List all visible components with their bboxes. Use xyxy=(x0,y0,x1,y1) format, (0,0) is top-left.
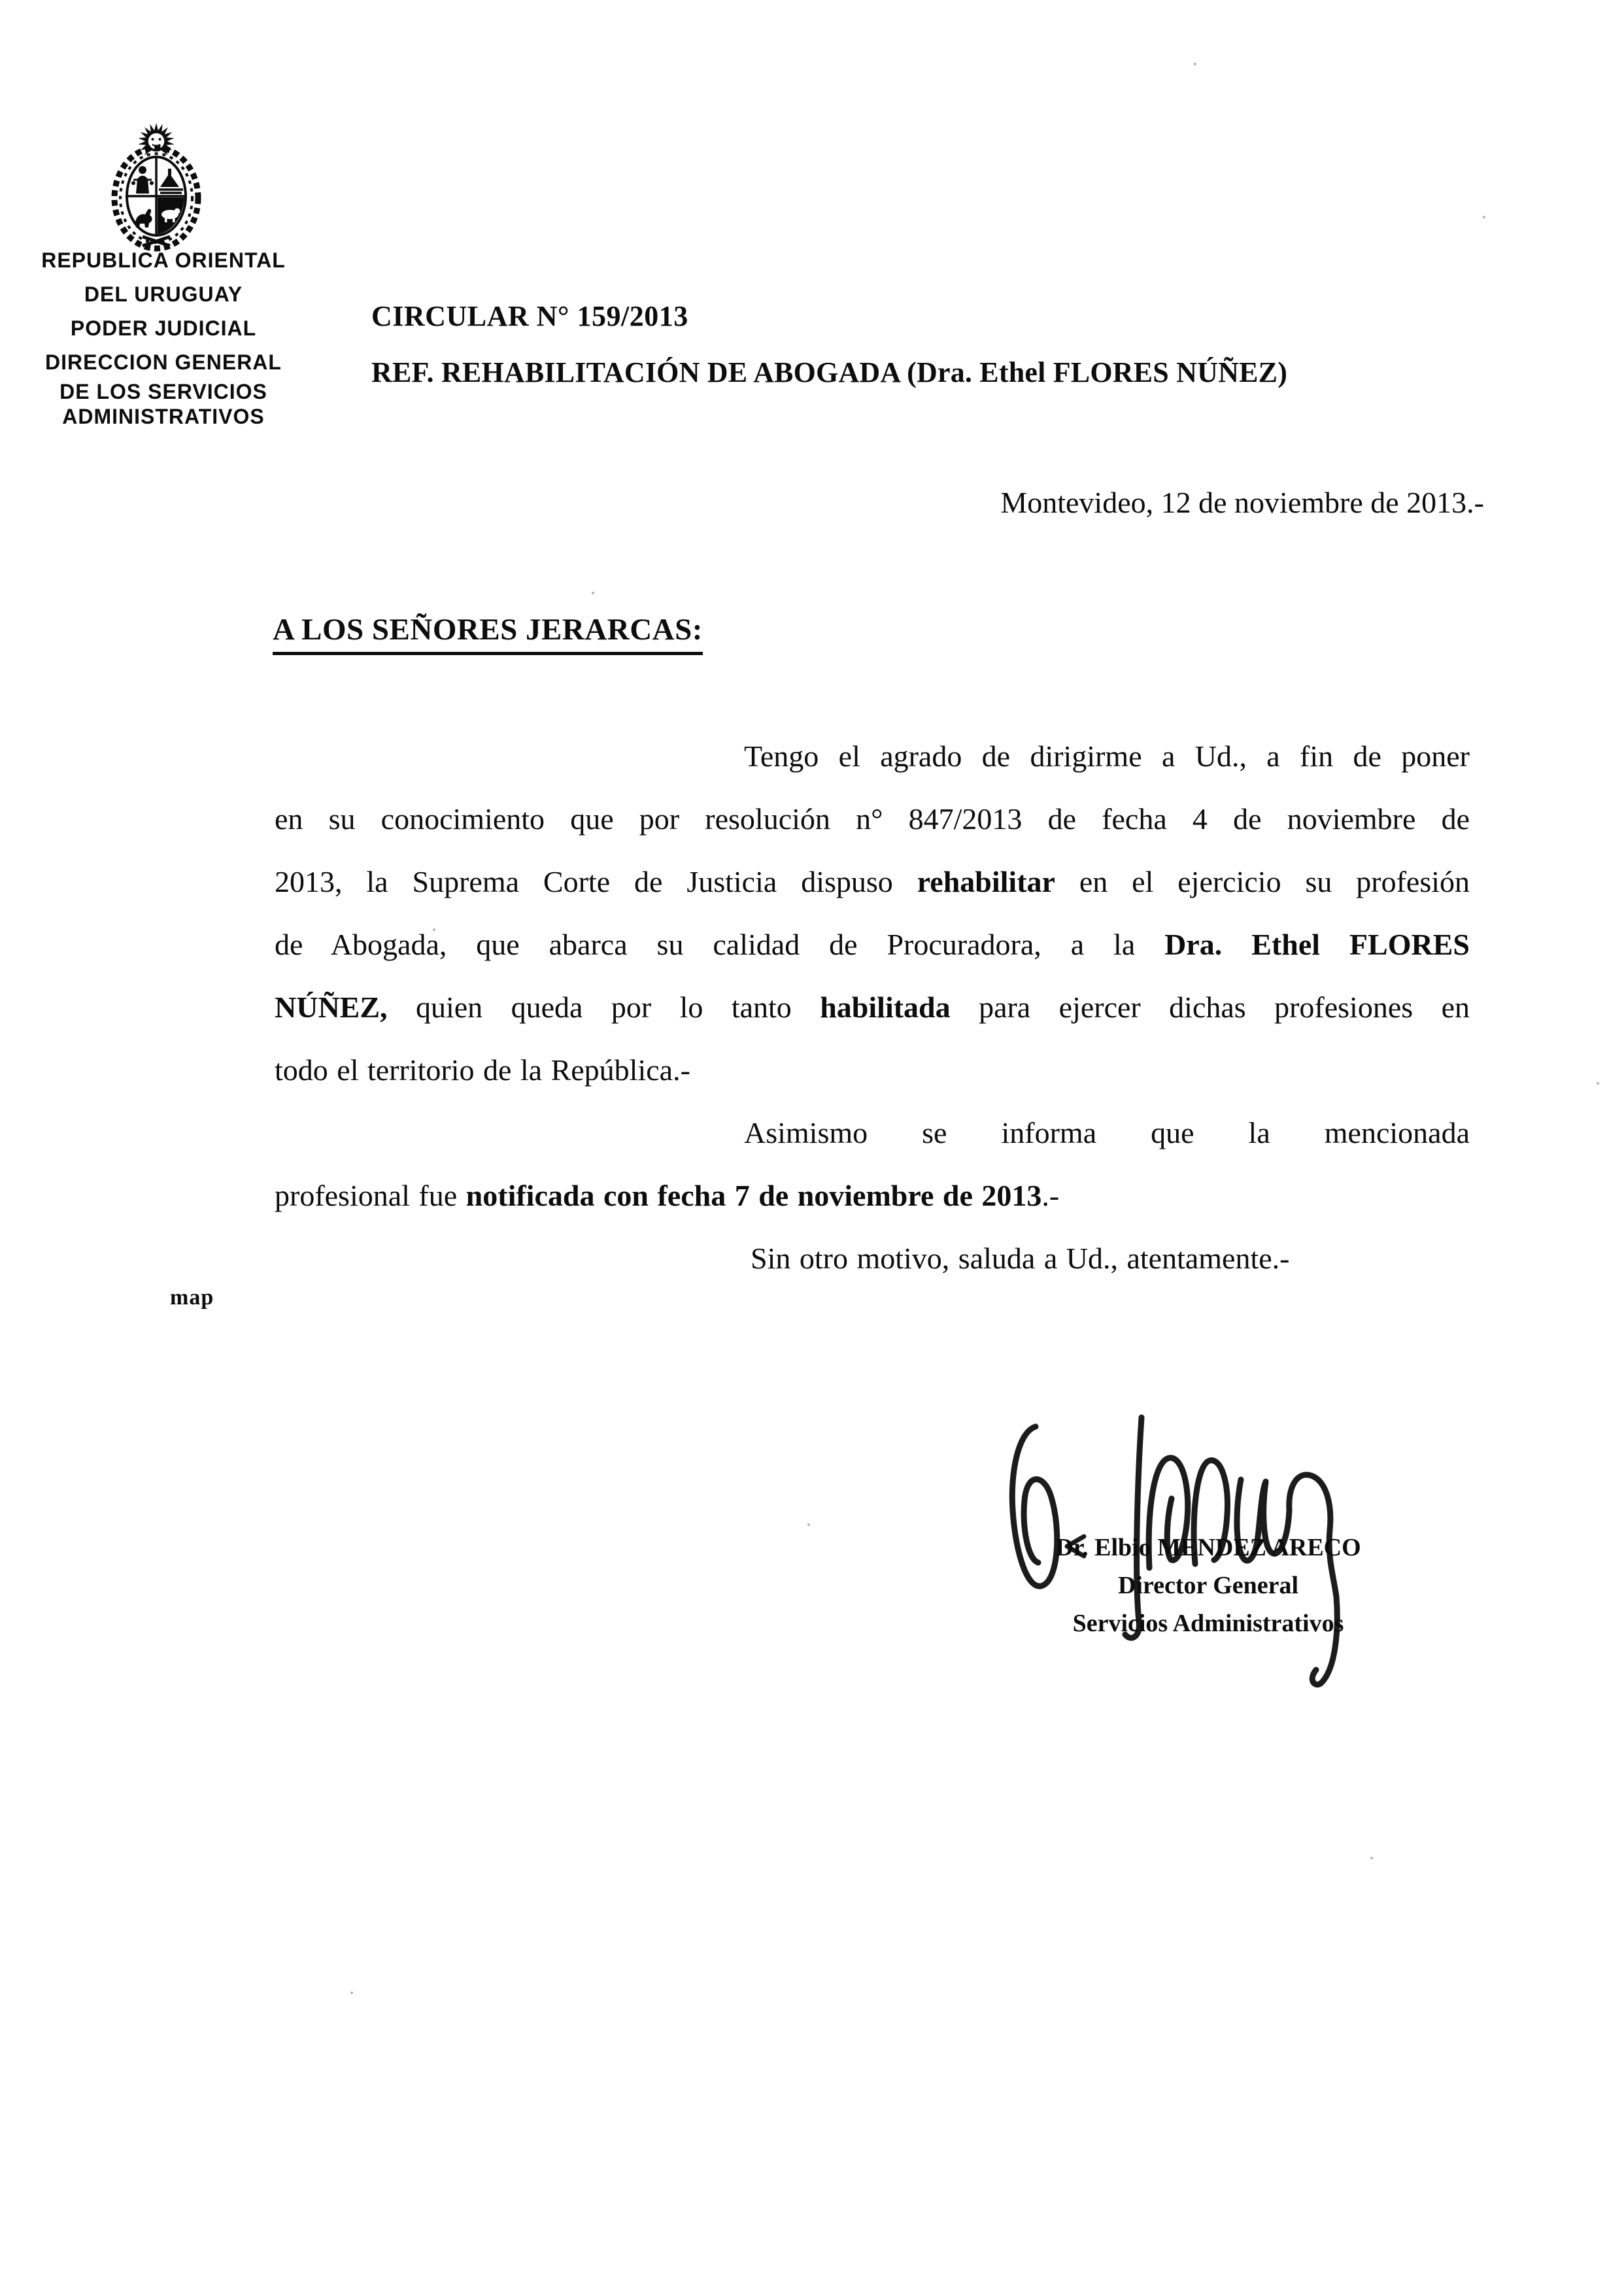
scan-speck xyxy=(807,1523,810,1526)
scan-speck xyxy=(1194,63,1196,65)
body-line xyxy=(275,1039,1470,1102)
letterhead-line: DIRECCION GENERAL xyxy=(45,350,282,374)
signer-name: Dr. Elbio MENDEZ ARECO xyxy=(1055,1534,1361,1561)
letterhead-line: DE LOS SERVICIOS xyxy=(59,380,267,403)
bold-text-segment: habilitada xyxy=(820,991,951,1024)
body-line xyxy=(275,788,1470,851)
body-line xyxy=(275,1227,1470,1290)
letterhead-line: PODER JUDICIAL xyxy=(70,316,257,340)
signature-block xyxy=(947,1529,1470,1642)
uruguay-coat-of-arms-icon xyxy=(102,116,211,254)
letter-body xyxy=(275,725,1470,1290)
body-text-segment: Asimismo se informa que la mencionada xyxy=(744,1116,1470,1149)
body-line xyxy=(275,1164,1470,1227)
scan-speck xyxy=(1370,1857,1373,1859)
body-text-segment: de Abogada, que abarca su calidad de Procuradora, a la xyxy=(275,928,1165,961)
scan-speck xyxy=(1597,1082,1599,1085)
letterhead xyxy=(25,243,302,429)
body-text-segment: Tengo el agrado de dirigirme a Ud., a fin de poner xyxy=(744,739,1470,773)
reference-line: REF. REHABILITACIÓN DE ABOGADA (Dra. Ethel FLORES NÚÑEZ) xyxy=(371,356,1288,388)
circular-number: CIRCULAR N° 159/2013 xyxy=(371,300,688,332)
typist-initials: map xyxy=(170,1285,214,1310)
signer-office: Servicios Administrativos xyxy=(1072,1610,1344,1637)
scan-speck xyxy=(433,928,435,931)
bold-text-segment: NÚÑEZ, xyxy=(275,991,388,1024)
body-text-segment: Sin otro motivo, saluda a Ud., atentamente.- xyxy=(751,1242,1290,1275)
body-text-segment: .- xyxy=(1041,1179,1060,1212)
bold-text-segment: Dra. Ethel FLORES xyxy=(1164,928,1470,961)
body-line xyxy=(275,851,1470,913)
body-text-segment: en su conocimiento que por resolución n° 847/2013 de fecha 4 de noviembre de xyxy=(275,802,1470,836)
scan-speck xyxy=(1483,216,1485,218)
body-text-segment: 2013, la Suprema Corte de Justicia dispuso xyxy=(275,865,917,898)
letterhead-line: ADMINISTRATIVOS xyxy=(62,405,265,428)
body-text-segment: profesional fue xyxy=(275,1179,466,1212)
body-line xyxy=(275,725,1470,788)
dateline: Montevideo, 12 de noviembre de 2013.- xyxy=(1000,486,1484,519)
scan-speck xyxy=(350,1992,353,1994)
letterhead-line: DEL URUGUAY xyxy=(84,282,243,306)
body-text-segment: para ejercer dichas profesiones en xyxy=(950,991,1470,1024)
body-line xyxy=(275,976,1470,1039)
scan-speck xyxy=(592,592,594,594)
body-text-segment: todo el territorio de la República.- xyxy=(275,1053,690,1087)
salutation: A LOS SEÑORES JERARCAS: xyxy=(273,612,703,655)
body-text-segment: quien queda por lo tanto xyxy=(387,991,820,1024)
signer-title: Director General xyxy=(1117,1572,1299,1599)
letterhead-line: REPUBLICA ORIENTAL xyxy=(41,248,286,272)
body-line xyxy=(275,1102,1470,1164)
bold-text-segment: notificada con fecha 7 de noviembre de 2013 xyxy=(465,1179,1042,1212)
body-line xyxy=(275,913,1470,976)
body-text-segment: en el ejercicio su profesión xyxy=(1055,865,1470,898)
bold-text-segment: rehabilitar xyxy=(917,865,1055,898)
